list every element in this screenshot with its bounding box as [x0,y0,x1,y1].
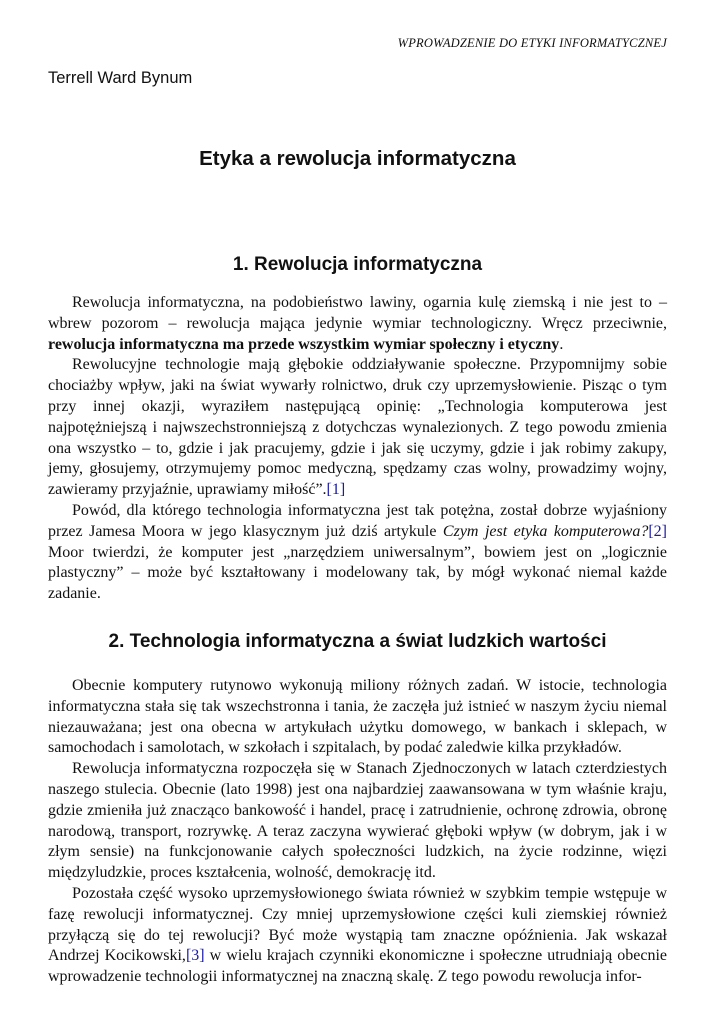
paragraph-text: Moor twierdzi, że komputer jest „narzędziem uniwersalnym”, bowiem jest on „logicznie plastyczny” – może być kształtowany i modelowany tak, by mógł wykonać niemal każde zadanie. [48,543,667,603]
article-title: Etyka a rewolucja informatyczna [199,147,516,170]
paragraph-end: . [559,335,564,353]
section-1-paragraph-1 [48,293,667,355]
footnote-ref-3[interactable]: [3] [185,947,205,965]
section-1-paragraph-3 [48,501,667,605]
section-2-paragraph-3 [48,884,667,988]
footnote-ref-2[interactable]: [2] [648,522,667,540]
section-2-paragraph-1: Obecnie komputery rutynowo wykonują miliony różnych zadań. W istocie, technologia informatyczna stała się tak wszechstronna i tania, że zaczęła już istnieć w naszym życiu niemal niezauważana; jest ona obecna w artykułach użytku domowego, w bankach i sklepach, w samochodach i samolotach, w szkołach i szpitalach, by podać zaledwie kilka przykładów. [48,677,667,757]
paragraph-text: Pozostała część wysoko uprzemysłowionego świata również w szybkim tempie wstępuje w fazę rewolucji informatycznej. Czy mniej uprzemysłowione części kuli ziemskiej również przyłączą się do tej rewolucji? Być może wystąpią tam znaczne opóźnienia. Jak wskazał Andrzej Kocikowski, [48,884,667,965]
paragraph-text: Rewolucja informatyczna, na podobieństwo lawiny, ogarnia kulę ziemską i nie jest to – wbrew pozorom – rewolucja mająca jedynie wymiar technologiczny. Wręcz przeciwnie, [48,294,667,332]
paragraph-text: Powód, dla którego technologia informatyczna jest tak potężna, został dobrze wyjaśniony przez Jamesa Moora w jego klasycznym już dziś artykule [48,501,667,540]
bold-thesis: rewolucja informatyczna ma przede wszystkim wymiar społeczny i etyczny [48,335,560,353]
section-1-body [48,293,667,605]
running-header: WPROWADZENIE DO ETYKI INFORMATYCZNEJ [397,36,667,50]
section-2-body [48,676,667,988]
author-name: Terrell Ward Bynum [48,69,193,87]
paragraph-text: Rewolucyjne technologie mają głębokie oddziaływanie społeczne. Przypomnijmy sobie chociażby wpływ, jaki na świat wywarły rolnictwo, druk czy uprzemysłowienie. Pisząc o tym przy innej okazji, wyraziłem następującą opinię: „Technologia komputerowa jest najpotężniejszą i najwszechstronniejszą z dotychczas wynalezionych. Z tego powodu zmienia ona wszystko – to, gdzie i jak pracujemy, gdzie i jak się uczymy, gdzie i jak robimy zakupy, jemy, głosujemy, otrzymujemy pomoc medyczną, spędzamy czas wolny, prowadzimy wojny, zawieramy przyjaźnie, uprawiamy miłość”. [48,356,667,499]
section-1-paragraph-2 [48,355,667,501]
cited-article-title: Czym jest etyka komputerowa? [442,522,649,540]
section-2-heading: 2. Technologia informatyczna a świat ludzkich wartości [108,631,607,652]
footnote-ref-1[interactable]: [1] [326,481,346,499]
section-2-paragraph-2: Rewolucja informatyczna rozpoczęła się w Stanach Zjednoczonych w latach czterdziestych naszego stulecia. Obecnie (lato 1998) jest ona najbardziej zaawansowana w tym właśnie kraju, gdzie zmieniła już znacząco bankowość i handel, pracę i zatrudnienie, ochronę zdrowia, obronę narodową, transport, rozrywkę. A teraz zaczyna wywierać głęboki wpływ (w dobrym, jak i w złym sensie) na funkcjonowanie całych społeczności ludzkich, na życie rodzinne, więzi międzyludzkie, proces kształcenia, wolność, demokrację itd. [48,760,667,882]
section-1-heading: 1. Rewolucja informatyczna [232,254,483,275]
paragraph-text: w wielu krajach czynniki ekonomiczne i społeczne utrudniają obecnie wprowadzenie technologii informatycznej na znaczną skalę. Z tego powodu rewolucja infor- [48,947,667,986]
